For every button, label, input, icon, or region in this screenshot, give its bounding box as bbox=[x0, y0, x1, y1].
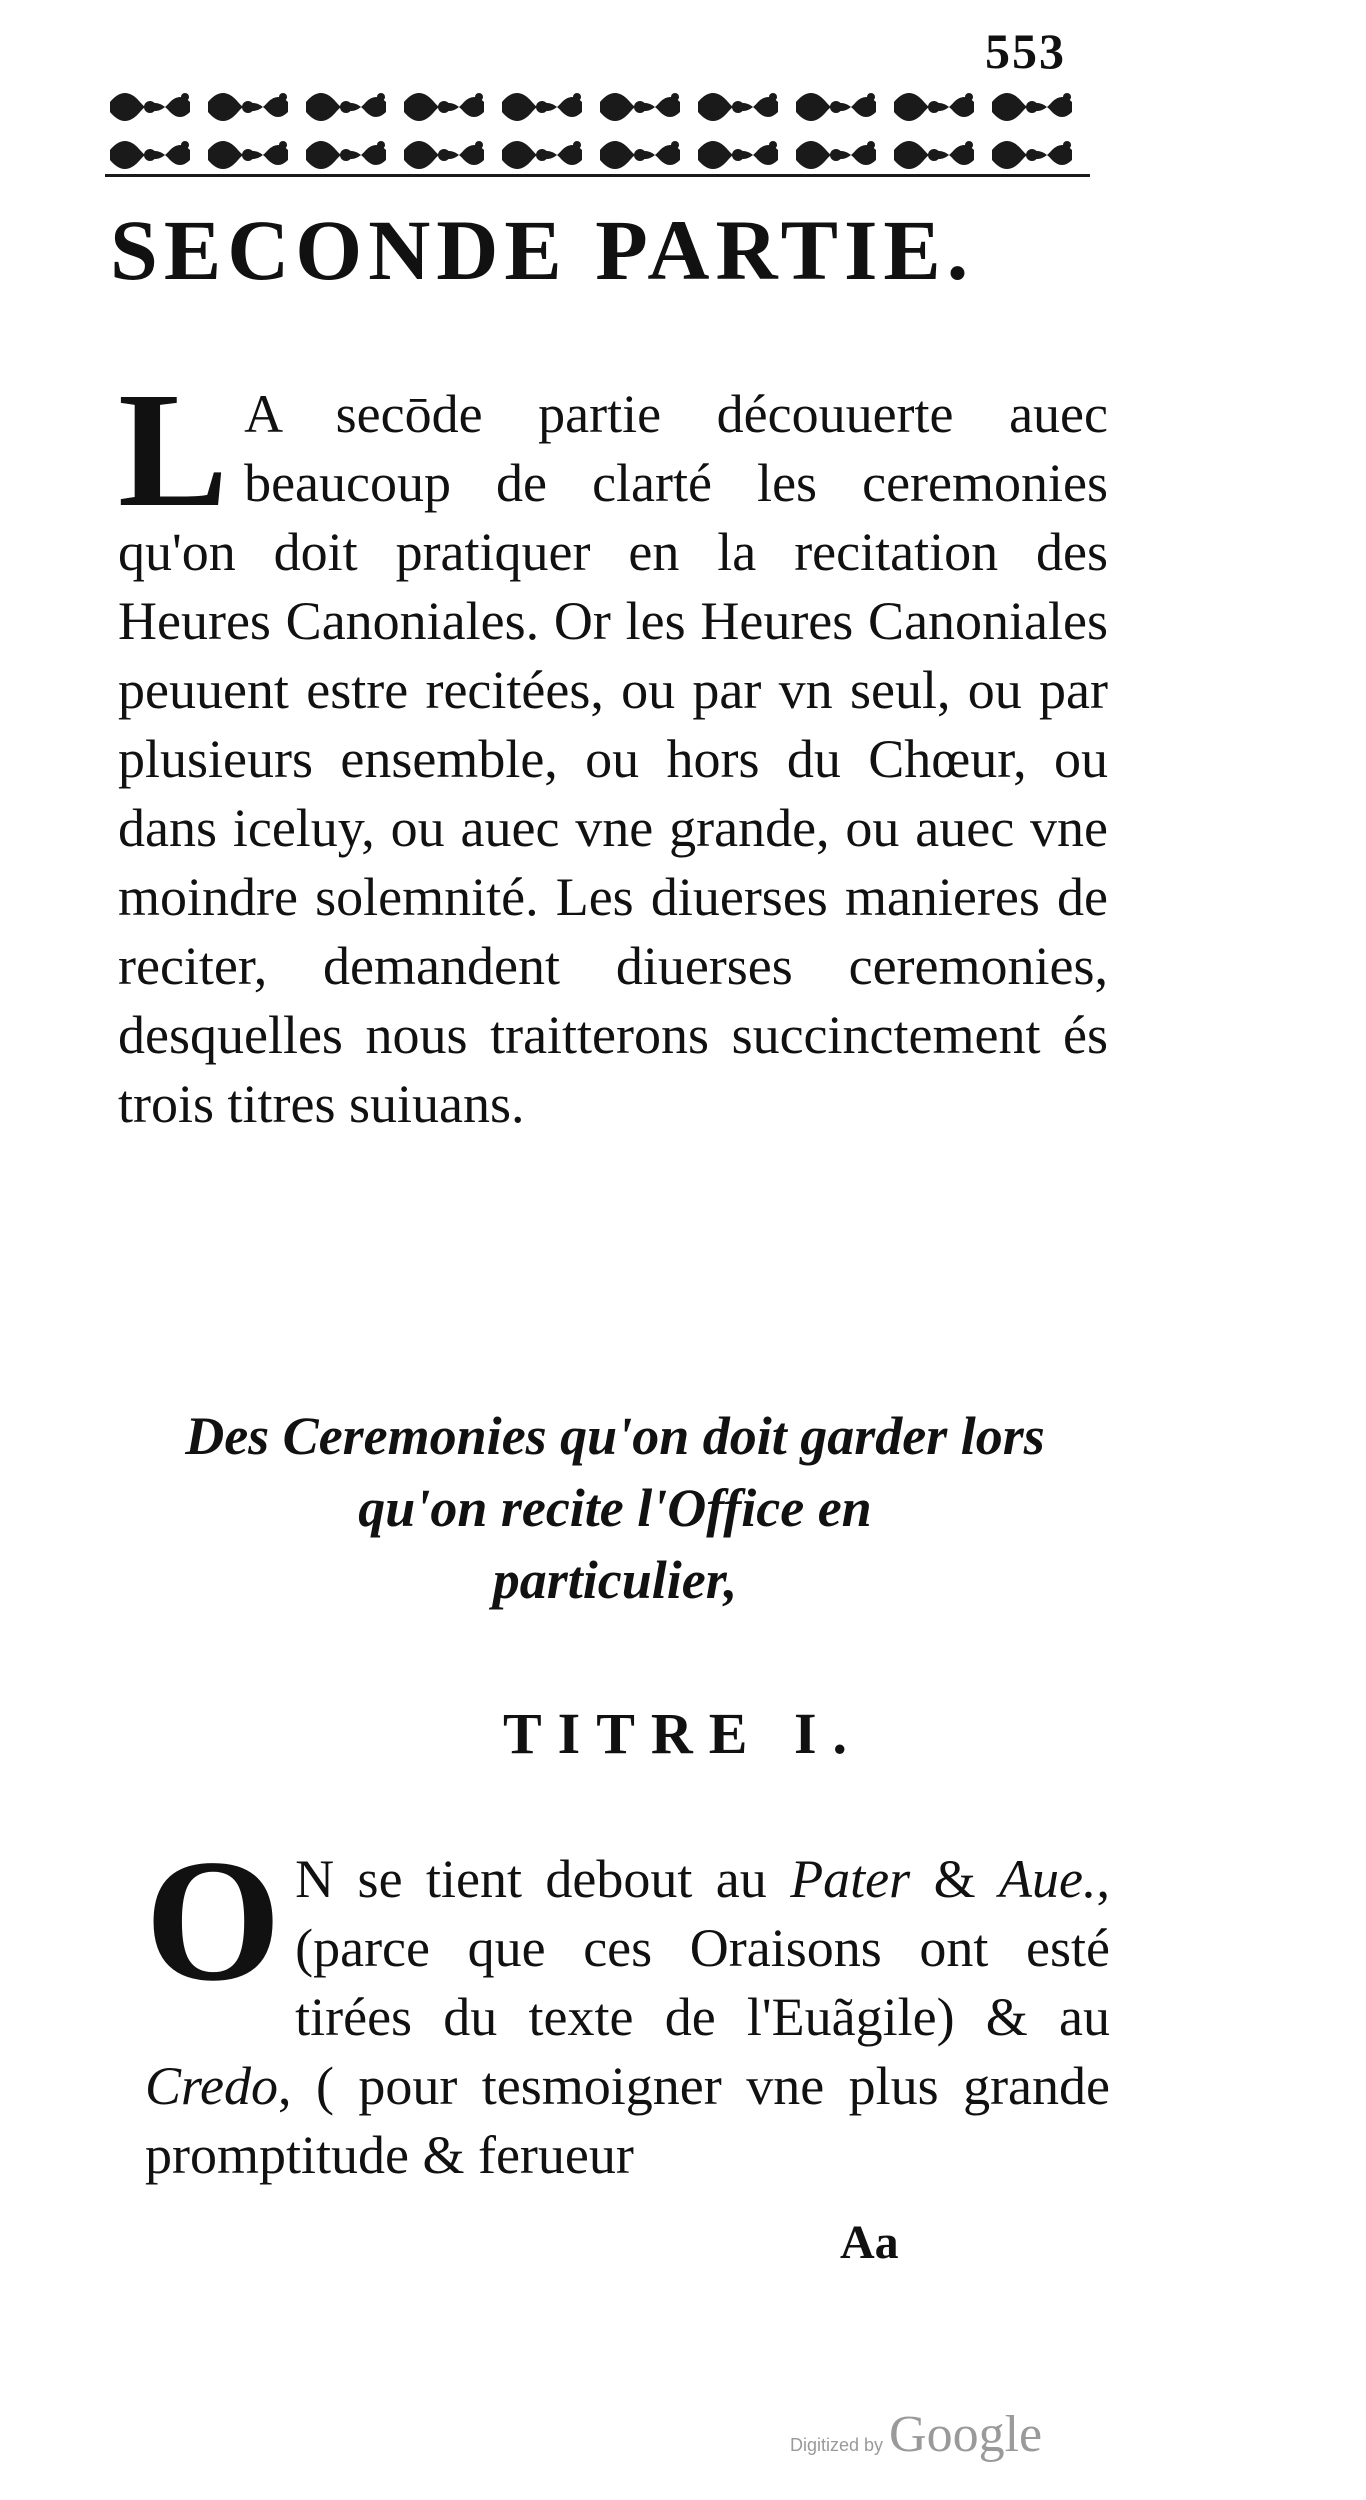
body-paragraph bbox=[145, 1823, 1110, 2190]
aue-word: Aue. bbox=[999, 1849, 1097, 1909]
section-title-line-2: qu'on recite l'Office en bbox=[358, 1478, 872, 1538]
body-text-1: N se tient debout au bbox=[295, 1849, 791, 1909]
catchword: Aa bbox=[840, 2216, 899, 2269]
pater-word: Pater bbox=[790, 1849, 911, 1909]
dropcap-l: L bbox=[118, 358, 229, 541]
page-number: 553 bbox=[985, 23, 1066, 79]
google-watermark bbox=[790, 2405, 1042, 2464]
intro-paragraph-text: A secōde partie découuerte auec beaucoup de clarté les ceremonies qu'on doit pratiquer en la recitation des Heures Canoniales. Or les Heures Canoniales peuuent estre recitées, ou par vn seul, ou par plusieurs ensemble, ou hors du Chœur, ou dans iceluy, ou auec vne grande, ou auec vne moindre solemnité. Les diuerses manieres de reciter, demandent diuerses ceremonies, desquelles nous traitterons succinctement és trois titres suiuans. bbox=[118, 384, 1108, 1134]
section-title-line-1: Des Ceremonies qu'on doit garder lors bbox=[185, 1406, 1045, 1466]
watermark-logo: Google bbox=[889, 2406, 1043, 2463]
dropcap-o: O bbox=[145, 1823, 282, 2017]
intro-paragraph bbox=[118, 358, 1108, 1139]
titre-heading: TITRE I. bbox=[502, 1701, 864, 1766]
body-text-3: , (parce que ces Oraisons ont esté tirées du texte de l'Euãgile) & au bbox=[295, 1849, 1110, 2047]
ornament-band bbox=[105, 82, 1090, 182]
part-heading: SECONDE PARTIE. bbox=[110, 202, 975, 298]
credo-word: Credo bbox=[145, 2056, 278, 2116]
section-title-line-3: particulier, bbox=[492, 1550, 738, 1610]
watermark-small: Digitized by bbox=[790, 2435, 884, 2455]
section-title bbox=[120, 1400, 1110, 1616]
body-text-4: , ( pour tesmoigner vne plus grande promptitude & ferueur bbox=[145, 2056, 1110, 2185]
body-text-2: & bbox=[910, 1849, 1000, 1909]
